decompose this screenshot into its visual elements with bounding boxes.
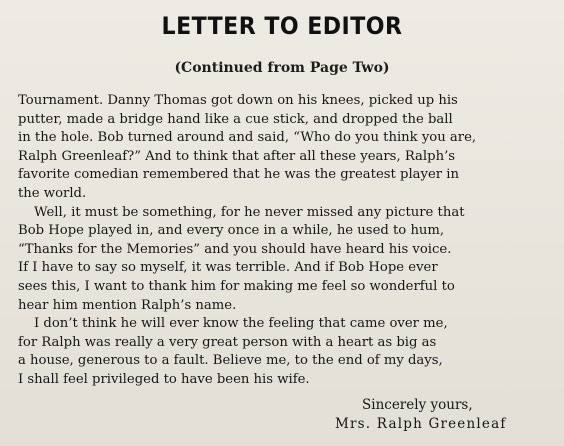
letter-line: favorite comedian remembered that he was the greatest player in (18, 167, 459, 183)
letter-line: Well, it must be something, for he never missed any picture that (34, 204, 465, 220)
letter-line: in the hole. Bob turned around and said, “Who do you think you are, (18, 130, 477, 146)
letter-line: putter, made a bridge hand like a cue stick, and dropped the ball (18, 111, 453, 127)
letter-body (18, 92, 548, 390)
letter-line: Ralph Greenleaf?” And to think that after all these years, Ralph’s (18, 148, 456, 164)
letter-line: “Thanks for the Memories” and you should have heard his voice. (18, 241, 452, 257)
signature-name: Mrs. Ralph Greenleaf (335, 416, 507, 432)
letter-line: for Ralph was really a very great person with a heart as big as (18, 334, 437, 350)
letter-line: I don’t think he will ever know the feeling that came over me, (34, 316, 448, 332)
letter-line: If I have to say so myself, it was terrible. And if Bob Hope ever (18, 260, 438, 276)
letter-line: I shall feel privileged to have been his wife. (18, 371, 310, 387)
letter-line: a house, generous to a fault. Believe me, to the end of my days, (18, 353, 443, 369)
letter-line: Tournament. Danny Thomas got down on his knees, picked up his (18, 93, 458, 108)
signature-closing: Sincerely yours, (362, 397, 473, 413)
letter-line: sees this, I want to thank him for making me feel so wonderful to (18, 278, 455, 294)
letter-line: hear him mention Ralph’s name. (18, 297, 237, 313)
page-title: LETTER TO EDITOR (161, 12, 403, 40)
letter-line: Bob Hope played in, and every once in a while, he used to hum, (18, 223, 445, 239)
continued-note: (Continued from Page Two) (174, 60, 390, 76)
letter-line: the world. (18, 185, 87, 201)
